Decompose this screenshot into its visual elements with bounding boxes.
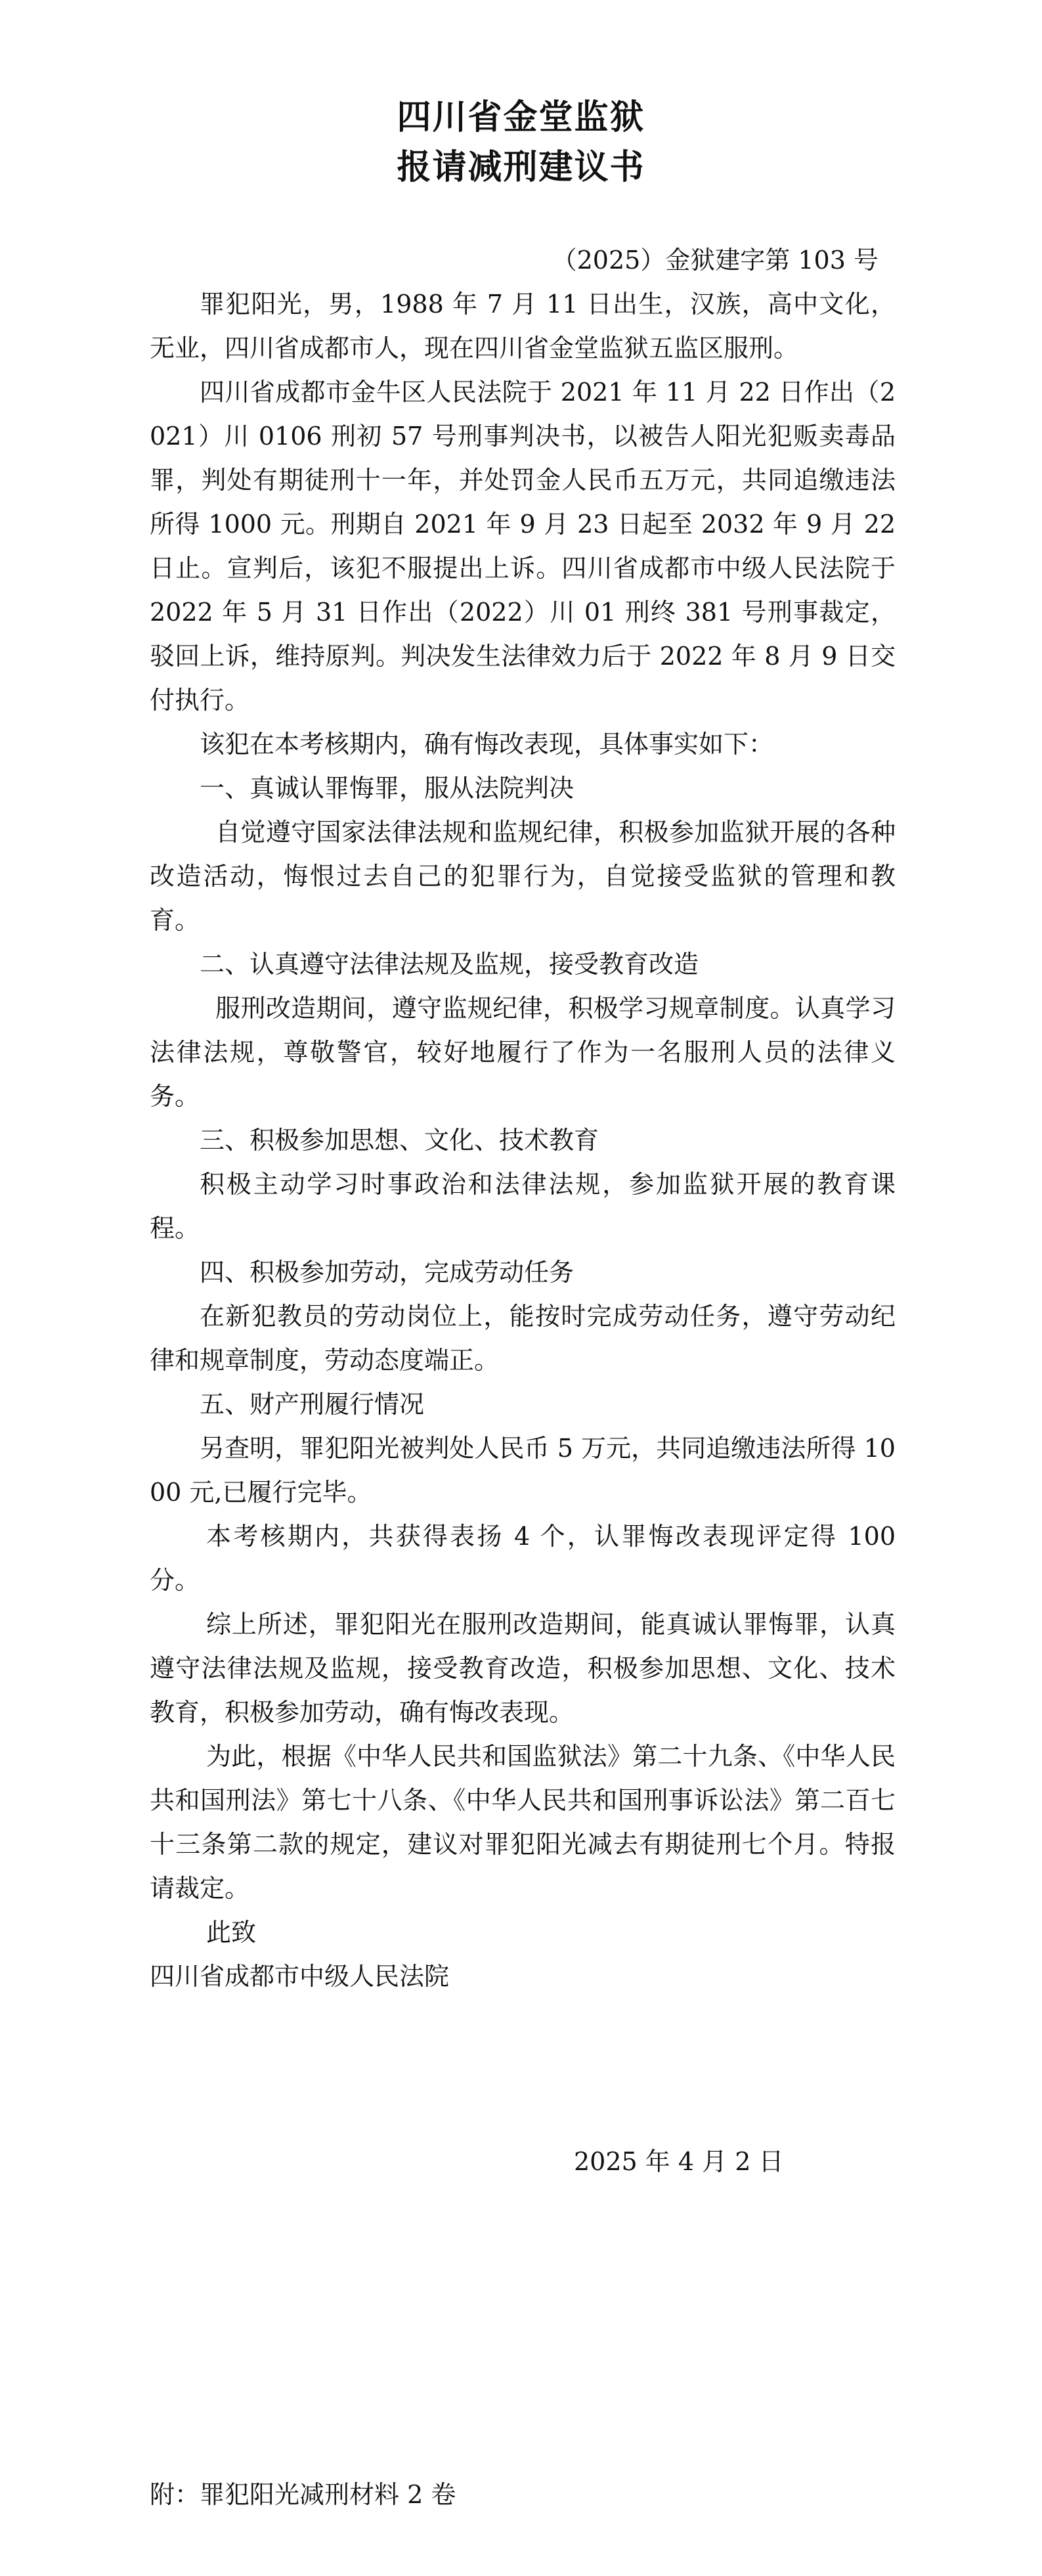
paragraph-sentence: 四川省成都市金牛区人民法院于 2021 年 11 月 22 日作出（2021）川 0106 刑初 57 号刑事判决书，以被告人阳光犯贩卖毒品罪，判处有期徒刑十一年，并处罚金人民币五万元，共同追缴违法所得 1000 元。刑期自 2021 年 9 月 23 日起至 2032 年 9 月 22 日止。宣判后，该犯不服提出上诉。四川省成都市中级人民法院于 2022 年 5 月 31 日作出（2022）川 01 刑终 381 号刑事裁定，驳回上诉，维持原判。判决发生法律效力后于 2022 年 8 月 9 日交付执行。 (150, 378, 896, 715)
paragraph-intro: 该犯在本考核期内，确有悔改表现，具体事实如下： (200, 730, 774, 759)
paragraph-recommendation: 为此，根据《中华人民共和国监狱法》第二十九条、《中华人民共和国刑法》第七十八条、《中华人民共和国刑事诉讼法》第二百七十三条第二款的规定，建议对罪犯阳光减去有期徒刑七个月。特报请裁定。 (150, 1742, 896, 1903)
paragraph-basic-info: 罪犯阳光，男，1988 年 7 月 11 日出生，汉族，高中文化，无业，四川省成都市人，现在四川省金堂监狱五监区服刑。 (150, 290, 896, 363)
paragraph-1: 自觉遵守国家法律法规和监规纪律，积极参加监狱开展的各种改造活动，悔恨过去自己的犯罪行为，自觉接受监狱的管理和教育。 (150, 818, 896, 935)
paragraph-4: 在新犯教员的劳动岗位上，能按时完成劳动任务，遵守劳动纪律和规章制度，劳动态度端正。 (150, 1302, 896, 1375)
heading-5: 五、财产刑履行情况 (200, 1390, 425, 1419)
document-title-line1: 四川省金堂监狱 (397, 98, 645, 137)
paragraph-3: 积极主动学习时事政治和法律法规，参加监狱开展的教育课程。 (150, 1170, 896, 1243)
document-number: （2025）金狱建字第 103 号 (552, 246, 879, 275)
document-date: 2025 年 4 月 2 日 (574, 2147, 784, 2176)
heading-4: 四、积极参加劳动，完成劳动任务 (200, 1258, 575, 1287)
heading-2: 二、认真遵守法律法规及监规，接受教育改造 (200, 950, 699, 979)
paragraph-5: 另查明，罪犯阳光被判处人民币 5 万元，共同追缴违法所得 1000 元,已履行完毕。 (150, 1434, 896, 1507)
closing-salutation: 此致 (206, 1918, 257, 1947)
attachment-note: 附：罪犯阳光减刑材料 2 卷 (150, 2480, 456, 2509)
paragraph-2: 服刑改造期间，遵守监规纪律，积极学习规章制度。认真学习法律法规，尊敬警官，较好地履行了作为一名服刑人员的法律义务。 (150, 994, 896, 1111)
document-title-line2: 报请减刑建议书 (397, 148, 645, 187)
heading-1: 一、真诚认罪悔罪，服从法院判决 (200, 774, 575, 803)
heading-3: 三、积极参加思想、文化、技术教育 (200, 1126, 599, 1155)
document-body (150, 238, 896, 1999)
recipient-court: 四川省成都市中级人民法院 (150, 1962, 450, 1991)
paragraph-summary: 综上所述，罪犯阳光在服刑改造期间，能真诚认罪悔罪，认真遵守法律法规及监规，接受教育改造，积极参加思想、文化、技术教育，积极参加劳动，确有悔改表现。 (150, 1610, 896, 1727)
paragraph-praise: 本考核期内，共获得表扬 4 个，认罪悔改表现评定得 100 分。 (150, 1522, 896, 1595)
